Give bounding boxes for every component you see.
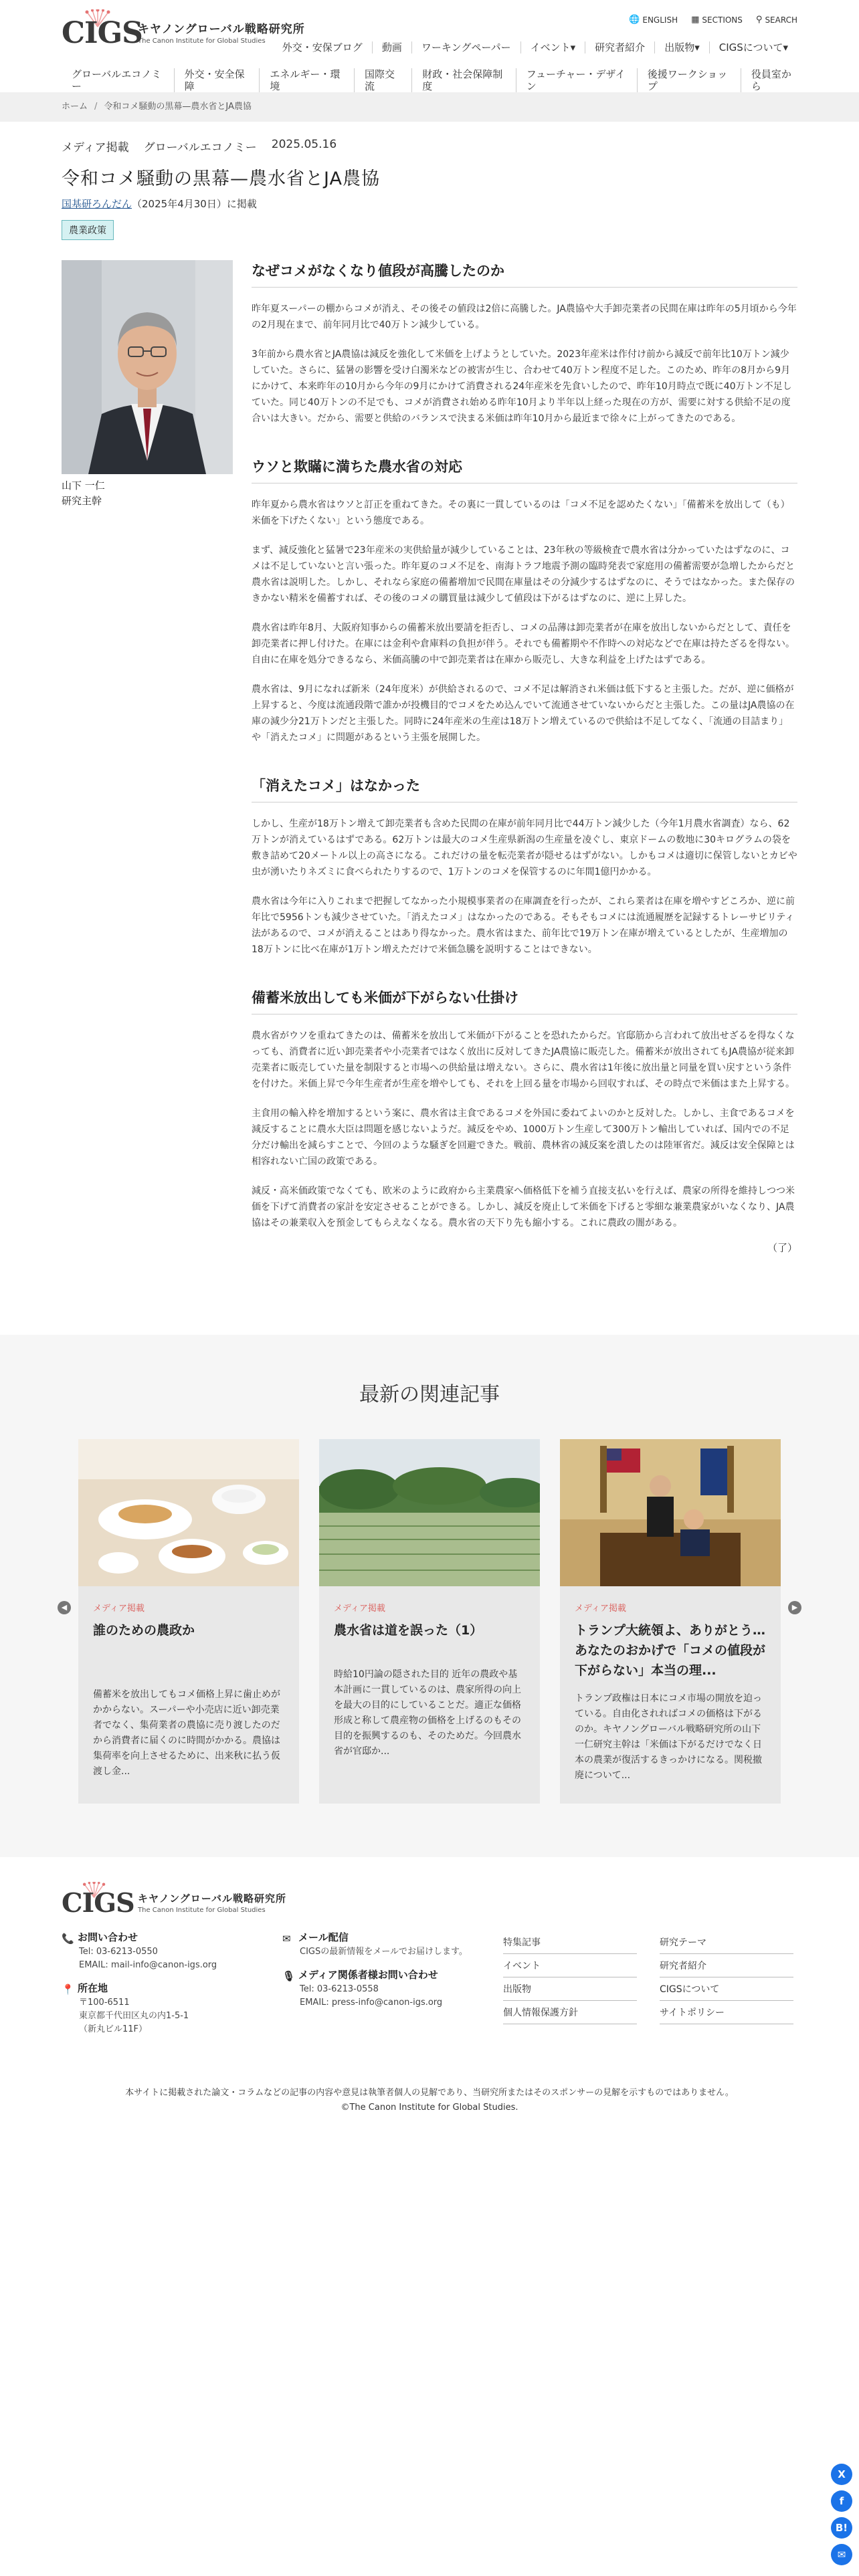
author-role: 研究主幹 <box>62 495 102 507</box>
logo-jp-name: キヤノングローバル戦略研究所 <box>138 23 305 36</box>
article-section <box>252 775 797 958</box>
footer-logo[interactable] <box>62 1877 797 1924</box>
carousel-next-button[interactable]: ▶ <box>788 1601 801 1614</box>
section-heading: 備蓄米放出しても米価が下がらない仕掛け <box>252 987 797 1014</box>
card-image-rice-field <box>319 1439 540 1586</box>
press-tel[interactable]: Tel: 03-6213-0558 <box>300 1984 379 1994</box>
footer-link-researchers[interactable]: 研究者紹介 <box>660 1954 793 1977</box>
category-nav <box>62 68 797 92</box>
logo-jp-name: キヤノングローバル戦略研究所 <box>138 1893 287 1905</box>
paragraph: 農水省は今年に入りこれまで把握してなかった小規模事業者の在庫調査を行ったが、これら業者は在庫を増やすどころか、逆に前年比で5956トンも減少させていた。「消えたコメ」はなかったのである。そもそもコメには流通履歴を記録するトレーサビリティ法があるので、コメが消えることはあり得なかった。農水省はまた、前年比で19万トン在庫が増えているとしたが、生産増加の18万トンに比べ在庫が1万トン増えただけで米価急騰を説明することはできない。 <box>252 896 795 955</box>
paragraph: 昨年夏から農水省はウソと訂正を重ねてきた。その裏に一貫しているのは「コメ不足を認めたくない」「備蓄米を放出して（も）米価を下げたくない」という態度である。 <box>252 500 790 526</box>
nav-item-blog[interactable]: 外交・安保ブログ <box>282 41 363 53</box>
page-title: 令和コメ騒動の黒幕—農水省とJA農協 <box>62 169 380 189</box>
footer-mail-column <box>282 1931 503 2046</box>
footer-copyright <box>62 2072 797 2129</box>
article-media-type: メディア掲載 <box>62 141 129 154</box>
article-category: グローバルエコノミー <box>143 141 257 154</box>
nav-item-energy[interactable]: エネルギー・環境 <box>259 68 354 92</box>
paragraph: 昨年夏スーパーの棚からコメが消え、その後その値段は2倍に高騰した。JA農協や大手卸売業者の民間在庫は昨年の5月頃から今年の2月現在まで、前年同月比で40万トン減少している。 <box>252 304 797 330</box>
nav-item-executive[interactable]: 役員室から <box>741 68 797 92</box>
related-cards <box>62 1439 797 1804</box>
footer-link-about[interactable]: CIGSについて <box>660 1977 793 2001</box>
footer-link-features[interactable]: 特集記事 <box>503 1931 637 1954</box>
press-title: メディア関係者様お問い合わせ <box>298 1969 438 1981</box>
breadcrumb-bar <box>0 92 859 122</box>
logo-wordmark: CIGS <box>62 16 142 50</box>
hatena-share-icon[interactable]: B! <box>831 2517 852 2539</box>
article-meta <box>62 138 797 154</box>
util-english-link[interactable]: 🌐 ENGLISH <box>629 15 678 25</box>
byline-source-link[interactable]: 国基研ろんだん <box>62 198 132 210</box>
card-title[interactable]: トランプ大統領よ、ありがとう…あなたのおかげで「コメの値段が下がらない」本当の理... <box>575 1623 766 1678</box>
article-layout <box>62 260 797 1284</box>
nav-item-about[interactable]: CIGSについて▾ <box>709 41 797 53</box>
card-image-oval-office <box>560 1439 781 1586</box>
author-photo <box>62 260 233 474</box>
breadcrumb-current: 令和コメ騒動の黒幕—農水省とJA農協 <box>104 102 252 112</box>
footer-links <box>503 1931 797 2046</box>
logo-en-name: The Canon Institute for Global Studies <box>138 37 266 45</box>
site-header <box>0 0 859 92</box>
paragraph: 主食用の輸入枠を増加するという案に、農水省は主食であるコメを外国に委ねてよいのかと反対した。しかし、主食であるコメを減反することに農水大臣は問題を感じないようだ。減反をやめ、1000万トン生産して300万トン輸出していれば、国内での不足分だけ輸出を減らすことで、今回のような騒ぎを回避できた。戦前、農林省の減反案を潰したのは陸軍省だ。減反は安全保障とは相容れない亡国の政策である。 <box>252 1108 795 1167</box>
article-section <box>252 456 797 746</box>
nav-item-event[interactable]: イベント▾ <box>520 41 585 53</box>
related-title: 最新の関連記事 <box>359 1383 500 1406</box>
breadcrumb-home[interactable]: ホーム <box>62 102 88 112</box>
card-summary: トランプ政権は日本にコメ市場の開放を迫っている。自由化されればコメの価格は下がるのか。キヤノングローバル戦略研究所の山下一仁研究主幹は「米価は下がるだけでなく日本の農業が復活するきっかけになる。関税撤廃について... <box>575 1693 762 1781</box>
section-heading: なぜコメがなくなり値段が高騰したのか <box>252 260 797 288</box>
mail-share-icon[interactable]: ✉ <box>831 2544 852 2565</box>
contact-title: お問い合わせ <box>78 1931 138 1943</box>
article-header <box>62 122 797 240</box>
paragraph: 農水省は、9月になれば新米（24年度米）が供給されるので、コメ不足は解消され米価は低下すると主張した。だが、逆に価格が上昇すると、今度は流通段階で誰かが投機目的でコメをため込んでいて流通させていないからだと主張した。この量はJA農協の在庫の減少分21万トンだと主張した。同時に24年産米の生産は18万トン増えているので供給は不足してなく、「流通の目詰まり」や「消えたコメ」に問題があるという主張を展開した。 <box>252 684 795 743</box>
location-pin-icon: 📍 <box>62 1983 74 1996</box>
card-summary: 備蓄米を放出してもコメ価格上昇に歯止めがかからない。スーパーや小売店に近い卸売業者でなく、集荷業者の農協に売り渡したのだから消費者に届くのに時間がかかる。農協は集荷率を向上させるために、出来秋に払う仮渡し金... <box>93 1689 280 1777</box>
related-card[interactable] <box>319 1439 540 1804</box>
address-line2: （新丸ビル11F） <box>79 2024 148 2034</box>
util-sections-link[interactable]: ▦ SECTIONS <box>691 15 743 25</box>
author-portrait-illustration <box>62 260 233 474</box>
footer-link-publications[interactable]: 出版物 <box>503 1977 637 2001</box>
footer-link-events[interactable]: イベント <box>503 1954 637 1977</box>
social-share-bar <box>831 2464 852 2565</box>
breadcrumb-separator: / <box>94 102 98 112</box>
envelope-icon: ✉ <box>282 1933 291 1945</box>
facebook-share-icon[interactable]: f <box>831 2490 852 2512</box>
section-heading: 「消えたコメ」はなかった <box>252 775 797 802</box>
phone-icon: 📞 <box>62 1933 74 1945</box>
nav-item-publications[interactable]: 出版物▾ <box>654 41 709 53</box>
article-byline <box>62 197 797 211</box>
site-logo[interactable] <box>62 9 305 51</box>
nav-item-working-paper[interactable]: ワーキングペーパー <box>411 41 520 53</box>
nav-item-global-economy[interactable]: グローバルエコノミー <box>72 68 162 92</box>
utility-nav <box>629 15 797 25</box>
nav-item-future-design[interactable]: フューチャー・デザイン <box>516 68 637 92</box>
card-category: メディア掲載 <box>93 1604 145 1614</box>
card-category: メディア掲載 <box>575 1604 626 1614</box>
nav-item-fiscal[interactable]: 財政・社会保障制度 <box>411 68 515 92</box>
paragraph: しかし、生産が18万トン増えて卸売業者も含めた民間の在庫が前年同月比で44万トン減少した（今年1月農水省調査）なら、62万トンが消えているはずである。62万トンは最大のコメ生産県新潟の生産量を凌ぐし、東京ドームの数地に30キログラムの袋を敷き詰めて20メートル以上の高さになる。これだけの量を転売業者が隠せるはずがない。しかもコメは適切に保管しないとカビや虫が湧いたりネズミに食べられたりするので、1万トンのコメを保管するのに年間1億円かかる。 <box>252 819 797 877</box>
nav-item-researchers[interactable]: 研究者紹介 <box>585 41 654 53</box>
paragraph: 3年前から農水省とJA農協は減反を強化して米価を上げようとしていた。2023年産米は作付け前から減反で前年比10万トン減少していた。さらに、猛暑の影響を受け白濁米などの被害が生じ、合わせて40万トン程度不足した。このため、昨年の8月から9月にかけて、本来昨年の10月から今年の9月にかけて消費される24年産米を先食いしたので、昨年10月時点で既に40万トン不足していた。同じ40万トンの不足でも、コメが消費され始める昨年10月より半年以上経った現在の方が、需要に対する供給不足の度合いは大きい。だから、需要と供給のバランスで決まる米価は昨年10月から最近まで徐々に上がってきたのである。 <box>252 349 792 424</box>
footer-link-site-policy[interactable]: サイトポリシー <box>660 2001 793 2024</box>
mail-desc: CIGSの最新情報をメールでお届けします。 <box>300 1947 468 1957</box>
paragraph: 農水省は昨年8月、大阪府知事からの備蓄米放出要請を拒否し、コメの品薄は卸売業者が在庫を放出しないからだとして、責任を卸売業者に押し付けた。在庫には金利や倉庫料の負担が伴う。それでも備蓄期や不作時への対応などで在庫は持たざるを得ない。自由に在庫を処分できるなら、米価高騰の中で卸売業者は在庫から販売し、大きな利益を上げたはずである。 <box>252 623 795 665</box>
contact-tel[interactable]: Tel: 03-6213-0550 <box>79 1947 158 1957</box>
related-card[interactable] <box>560 1439 781 1804</box>
topic-tag[interactable]: 農業政策 <box>62 220 114 240</box>
nav-item-international[interactable]: 国際交流 <box>354 68 411 92</box>
press-email[interactable]: EMAIL: press-info@canon-igs.org <box>300 1998 443 2008</box>
author-name[interactable]: 山下 一仁 <box>62 479 105 492</box>
microphone-icon: 🎙 <box>282 1970 296 1982</box>
byline-text: （2025年4月30日）に掲載 <box>132 198 257 210</box>
card-category: メディア掲載 <box>334 1604 385 1614</box>
article-date: 2025.05.16 <box>271 138 337 151</box>
paragraph: 減反・高米価政策でなくても、欧米のように政府から主業農家へ価格低下を補う直接支払いを行えば、農家の所得を維持しつつ米価を下げて消費者の家計を安定させることができる。しかし、減反を廃止して米価を下げると零細な兼業農家がいなくなり、JA農協はその兼業収入を預金してもらえなくなる。農水省の天下り先も縮小する。これに農政の闇がある。 <box>252 1186 795 1228</box>
card-title[interactable]: 誰のための農政か <box>93 1623 195 1638</box>
site-footer <box>62 1857 797 2129</box>
paragraph: まず、減反強化と猛暑で23年産米の実供給量が減少していることは、23年秋の等級検査で農水省は分かっていたはずなのに、コメは不足していないと言い張った。昨年夏のコメ不足を、南海トラフ地震予測の臨時発表で家庭用の備蓄需要が急増したからだと農水省は説明した。しかし、それなら家庭の備蓄増加で民間在庫量はその分減少するはずなのに、そうではなかった。また保存のきかない精米を備蓄すれば、その後のコメの購買量は減少して値段は下がるはずなのに、逆に上昇した。 <box>252 545 795 604</box>
globe-icon: 🌐 <box>629 15 640 25</box>
paragraph: 農水省がウソを重ねてきたのは、備蓄米を放出して米価が下がることを恐れたからだ。官邸筋から言われて放出せざるを得なくなっても、消費者に近い卸売業者や小売業者ではなく放出に反対してきたJA農協に販売した。備蓄米が放出されてもJA農協が従来卸売業者に販売していた量を制限すると市場への供給量は増えない。さらに、農水省は1年後に放出量と同量を買い戻すという条件を付けた。米価上昇で今年生産者が生産を増やしても、それを上回る量を市場から回収すれば、その時点で米価はまた上昇する。 <box>252 1031 795 1089</box>
footer-link-privacy[interactable]: 個人情報保護方針 <box>503 2001 637 2024</box>
article-section <box>252 987 797 1255</box>
x-share-icon[interactable]: X <box>831 2464 852 2485</box>
util-search-link[interactable]: ⚲ SEARCH <box>755 15 797 25</box>
footer-link-research-themes[interactable]: 研究テーマ <box>660 1931 793 1954</box>
nav-item-workshop[interactable]: 後援ワークショップ <box>637 68 741 92</box>
footer-contact-column <box>62 1931 282 2046</box>
copyright-text: ©The Canon Institute for Global Studies. <box>341 2103 518 2113</box>
logo-en-name: The Canon Institute for Global Studies <box>138 1907 266 1914</box>
search-icon: ⚲ <box>755 15 763 25</box>
footer-columns <box>62 1931 797 2046</box>
nav-item-diplomacy[interactable]: 外交・安全保障 <box>174 68 260 92</box>
logo-wordmark: CIGS <box>62 1888 134 1919</box>
primary-nav <box>273 41 797 53</box>
related-card[interactable] <box>78 1439 299 1804</box>
address-line1: 東京都千代田区丸の内1-5-1 <box>79 2011 189 2021</box>
nav-item-video[interactable]: 動画 <box>372 41 411 53</box>
article-end-mark: （了） <box>767 1242 797 1254</box>
card-summary: 時給10円論の隠された目的 近年の農政や基本計画に一貫しているのは、農家所得の向上を最大の目的にしていることだ。適正な価格形成と称して農産物の価格を上げるのもその目的を振興するのも、そのためだ。今回農水省が官邸か... <box>334 1669 521 1757</box>
article-body <box>252 260 797 1284</box>
carousel-prev-button[interactable]: ◀ <box>58 1601 71 1614</box>
card-title[interactable]: 農水省は道を誤った（1） <box>334 1623 483 1638</box>
grid-icon: ▦ <box>691 15 700 25</box>
section-heading: ウソと欺瞞に満ちた農水省の対応 <box>252 456 797 484</box>
card-image-meal <box>78 1439 299 1586</box>
mail-title[interactable]: メール配信 <box>298 1931 349 1943</box>
related-articles <box>0 1335 859 1857</box>
footer-disclaimer: 本サイトに掲載された論文・コラムなどの記事の内容や意見は執筆者個人の見解であり、当研究所またはそのスポンサーの見解を示すものではありません。 <box>125 2088 734 2098</box>
address-title: 所在地 <box>78 1982 108 1994</box>
article-section <box>252 260 797 427</box>
address-zip: 〒100-6511 <box>79 1998 130 2008</box>
author-sidebar <box>62 260 233 1284</box>
breadcrumb <box>62 92 797 122</box>
contact-email[interactable]: EMAIL: mail-info@canon-igs.org <box>79 1960 217 1970</box>
